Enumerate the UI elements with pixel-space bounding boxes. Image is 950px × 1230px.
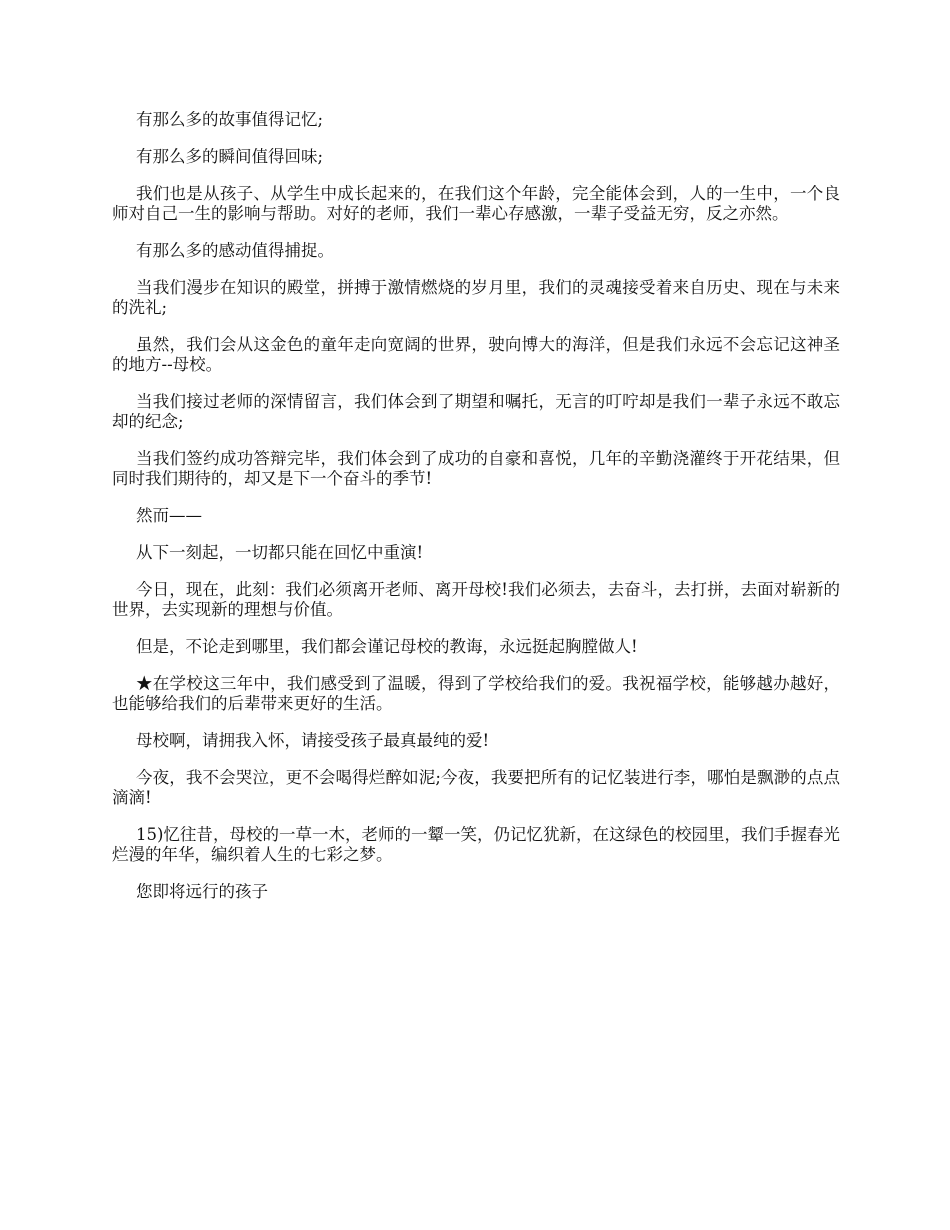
paragraph: 母校啊，请拥我入怀，请接受孩子最真最纯的爱! <box>136 731 490 750</box>
paragraph: 您即将远行的孩子 <box>136 882 268 901</box>
paragraph: 虽然，我们会从这金色的童年走向宽阔的世界，驶向博大的海洋，但是我们永远不会忘记这神圣的地方--母校。 <box>112 335 840 374</box>
paragraph: 当我们签约成功答辩完毕，我们体会到了成功的自豪和喜悦，几年的辛勤浇灌终于开花结果，但同时我们期待的，却又是下一个奋斗的季节! <box>112 449 840 488</box>
paragraph: 有那么多的故事值得记忆; <box>136 110 324 129</box>
paragraph: ★在学校这三年中，我们感受到了温暖，得到了学校给我们的爱。我祝福学校，能够越办越好，也能够给我们的后辈带来更好的生活。 <box>112 674 840 713</box>
paragraph: 今日，现在，此刻：我们必须离开老师、离开母校!我们必须去，去奋斗，去打拼，去面对崭新的世界，去实现新的理想与价值。 <box>112 580 840 619</box>
document-body <box>112 110 840 919</box>
paragraph: 当我们漫步在知识的殿堂，拼搏于激情燃烧的岁月里，我们的灵魂接受着来自历史、现在与未来的洗礼; <box>112 278 840 317</box>
paragraph: 然而—— <box>136 506 202 525</box>
paragraph: 今夜，我不会哭泣，更不会喝得烂醉如泥;今夜，我要把所有的记忆装进行李，哪怕是飘渺的点点滴滴! <box>112 768 840 807</box>
paragraph: 15)忆往昔，母校的一草一木，老师的一颦一笑，仍记忆犹新，在这绿色的校园里，我们手握春光烂漫的年华，编织着人生的七彩之梦。 <box>112 825 840 864</box>
paragraph: 有那么多的感动值得捕捉。 <box>136 241 334 260</box>
paragraph: 我们也是从孩子、从学生中成长起来的，在我们这个年龄，完全能体会到，人的一生中，一个良师对自己一生的影响与帮助。对好的老师，我们一辈心存感激，一辈子受益无穷，反之亦然。 <box>112 184 840 223</box>
paragraph: 但是，不论走到哪里，我们都会谨记母校的教诲，永远挺起胸膛做人! <box>136 637 638 656</box>
paragraph: 当我们接过老师的深情留言，我们体会到了期望和嘱托，无言的叮咛却是我们一辈子永远不敢忘却的纪念; <box>112 392 840 431</box>
paragraph: 从下一刻起，一切都只能在回忆中重演! <box>136 543 424 562</box>
paragraph: 有那么多的瞬间值得回味; <box>136 147 324 166</box>
